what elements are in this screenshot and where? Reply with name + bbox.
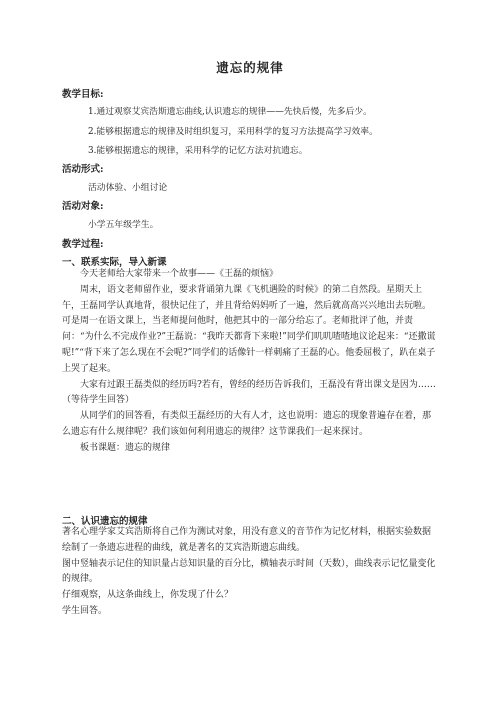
section2-para-1: 著名心理学家艾宾浩斯将自己作为测试对象，用没有意义的音节作为记忆材料，根据实验数据绘制了一条遗忘进程的曲线，就是著名的艾宾浩斯遗忘曲线。 xyxy=(62,527,432,553)
target-heading: 活动对象: xyxy=(62,201,104,212)
section1-story: 周末，语文老师留作业，要求背诵第九课《飞机遇险的时候》的第二自然段。星期天上午，王磊同学认真地背，很快记住了，并且背给妈妈听了一遍，然后就高高兴兴地出去玩啦。可是周一在语文课上，当老师提问他时，他把其中的一部分给忘了。老师批评了他，并责问：“为什么不完成作业?”王磊说：“我昨天都背下来啦!”同学们叽叽喳喳地议论起来：“还撒谎呢!”“背下来了怎么现在不会呢?”同学们的话像针一样刺痛了王磊的心。他委屈极了，趴在桌子上哭了起来。 xyxy=(62,284,436,374)
target-text: 小学五年级学生。 xyxy=(88,220,159,230)
page-title: 遗忘的规律 xyxy=(216,60,284,75)
section2-para-2: 图中竖轴表示记住的知识量占总知识量的百分比，横轴表示时间（天数），曲线表示记忆量变化的规律。 xyxy=(62,558,436,585)
section2-para-3: 仔细观察，从这条曲线上，你发现了什么？ xyxy=(62,590,234,601)
form-heading: 活动形式: xyxy=(62,164,104,175)
goal-item-1: 1.通过观察艾宾浩斯遗忘曲线,认识遗忘的规律——先快后慢，先多后少。 xyxy=(88,107,372,117)
section1-body xyxy=(62,267,438,457)
form-text: 活动体验、小组讨论 xyxy=(88,183,168,193)
goal-item-3: 3.能够根据遗忘的规律，采用科学的记忆方法对抗遗忘。 xyxy=(88,146,308,156)
section1-intro: 今天老师给大家带来一个故事——《王磊的烦恼》 xyxy=(80,269,279,279)
section2-heading: 二、认识遗忘的规律 xyxy=(62,516,148,527)
section1-heading: 一、联系实际，导入新课 xyxy=(62,257,167,268)
section1-board-title: 板书课题：遗忘的规律 xyxy=(80,442,171,453)
section1-summary: 从同学们的回答看，有类似王磊经历的大有人才，这也说明：遗忘的现象普遍存在着，那么遗忘有什么规律呢？我们该如何利用遗忘的规律？这节课我们一起来探讨。 xyxy=(62,411,432,437)
process-heading: 教学过程: xyxy=(62,239,104,250)
section1-question: 大家有过跟王磊类似的经历吗?若有，曾经的经历告诉我们，王磊没有背出课文是因为……（等待学生回答） xyxy=(62,379,436,406)
goal-item-2: 2.能够根据遗忘的规律及时组织复习，采用科学的复习方法提高学习效率。 xyxy=(88,127,378,137)
section2-para-4: 学生回答。 xyxy=(62,605,108,616)
section2-body xyxy=(62,525,438,620)
goals-heading: 教学目标: xyxy=(62,89,104,100)
